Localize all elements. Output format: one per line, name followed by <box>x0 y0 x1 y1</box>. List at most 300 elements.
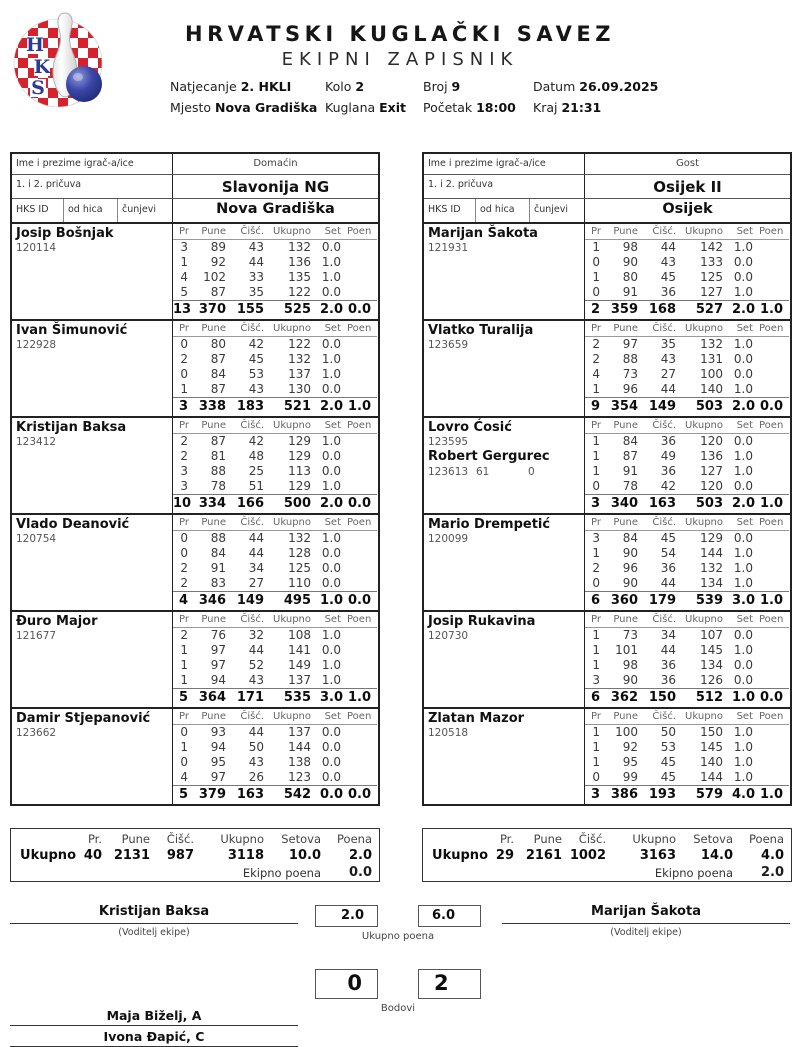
score-cell: 97 <box>210 658 226 672</box>
score-cell: 129 <box>288 449 311 463</box>
score-cell: 44 <box>660 382 676 396</box>
score-cell: 134 <box>700 576 723 590</box>
col-header: Čišć. <box>232 224 270 240</box>
player-total-cell: 542 <box>270 785 320 804</box>
player-total-cell: 1.0 <box>759 591 789 610</box>
score-cell: 53 <box>660 740 676 754</box>
score-cell: 1.0 <box>321 270 341 284</box>
col-header: Ukupno <box>270 515 320 531</box>
score-cell: 144 <box>288 740 311 754</box>
substitute-name: Robert Gergurec <box>428 449 550 464</box>
col-header: Pune <box>607 224 644 240</box>
score-cell: 81 <box>210 449 226 463</box>
player-name: Lovro Ćosić <box>428 420 512 435</box>
player-total-cell: 5 <box>173 785 195 804</box>
player-name-cell <box>424 709 585 804</box>
home-match-points-box: 0 <box>315 969 378 999</box>
totals-col-header: Setova <box>281 832 321 846</box>
score-cell: 1 <box>592 464 600 478</box>
score-cell: 98 <box>622 658 638 672</box>
player-total-cell: 2.0 <box>320 397 347 416</box>
player-total-cell: 2.0 <box>732 397 759 416</box>
info-value: 2. HKLI <box>240 79 292 94</box>
totals-col-header: Pune <box>533 832 562 846</box>
score-cell: 87 <box>622 449 638 463</box>
team-city: Osijek <box>662 201 713 217</box>
score-cell: 128 <box>288 546 311 560</box>
score-cell: 45 <box>248 352 264 366</box>
score-cell: 0.0 <box>733 479 753 493</box>
score-cell <box>759 434 789 449</box>
cunjevi-label: čunjevi <box>534 204 569 215</box>
totals-col-header: Ukupno <box>220 832 264 846</box>
logo-letter-s: S <box>31 77 45 99</box>
player-id: 122928 <box>16 339 57 351</box>
score-cell: 94 <box>210 740 226 754</box>
player-total-cell: 535 <box>270 688 320 707</box>
player-total-cell: 0.0 <box>347 300 377 319</box>
player-name-cell <box>12 418 173 513</box>
score-cell: 2 <box>180 352 188 366</box>
player-name-cell <box>424 515 585 610</box>
totals-row-label: Ukupno <box>20 848 76 863</box>
totals-col-header: Čišć. <box>578 832 606 846</box>
score-cell: 0 <box>180 755 188 769</box>
totals-value: 4.0 <box>760 848 784 863</box>
col-header: Set <box>732 709 759 725</box>
table-header-row <box>12 154 378 175</box>
info-value: 18:00 <box>476 100 516 115</box>
score-cell: 44 <box>248 643 264 657</box>
col-header: Poen <box>347 321 377 337</box>
player-total-cell: 13 <box>173 300 195 319</box>
score-cell: 1 <box>180 643 188 657</box>
col-header: Pune <box>195 418 232 434</box>
score-cell: 92 <box>622 740 638 754</box>
score-cell: 44 <box>660 576 676 590</box>
col-header: Čišć. <box>232 612 270 628</box>
player-total-cell: 3.0 <box>320 688 347 707</box>
info-broj <box>423 79 533 94</box>
info-mjesto <box>170 100 325 115</box>
info-početak <box>423 100 533 115</box>
player-id: 120099 <box>428 533 469 545</box>
score-grid <box>585 321 790 416</box>
score-cell: 0 <box>592 576 600 590</box>
score-cell: 1 <box>592 725 600 739</box>
col-header: Pr <box>585 515 607 531</box>
score-cell: 144 <box>700 770 723 784</box>
score-cell: 27 <box>660 367 676 381</box>
info-datum <box>533 79 792 94</box>
col-header: Čišć. <box>232 515 270 531</box>
info-value: Nova Gradiška <box>215 100 318 115</box>
score-cell: 137 <box>288 673 311 687</box>
score-cell: 84 <box>210 546 226 560</box>
totals-col-header: Čišć. <box>166 832 194 846</box>
federation-title: HRVATSKI KUGLAČKI SAVEZ <box>185 22 615 46</box>
player-total-cell: 579 <box>682 785 732 804</box>
score-cell <box>347 337 377 352</box>
score-cell: 88 <box>210 464 226 478</box>
player-total-cell: 179 <box>644 591 682 610</box>
score-cell: 94 <box>210 673 226 687</box>
player-total-cell: 370 <box>195 300 232 319</box>
player-name-cell <box>12 709 173 804</box>
player-id: 120730 <box>428 630 469 642</box>
score-cell: 73 <box>622 628 638 642</box>
info-value: 9 <box>451 79 461 94</box>
score-cell: 49 <box>660 449 676 463</box>
player-total-cell: 163 <box>644 494 682 513</box>
score-cell: 144 <box>700 546 723 560</box>
col-header: Pr <box>585 418 607 434</box>
col-header: Pune <box>607 515 644 531</box>
score-cell: 140 <box>700 382 723 396</box>
score-cell: 1.0 <box>321 658 341 672</box>
player-name-cell <box>12 321 173 416</box>
col-header: Čišć. <box>644 321 682 337</box>
name-column-header: Ime i prezime igrač-a/ice <box>12 154 173 174</box>
score-cell: 0.0 <box>321 382 341 396</box>
score-cell <box>759 337 789 352</box>
col-header: Set <box>320 418 347 434</box>
home-team-table <box>10 152 380 806</box>
table-header-row <box>12 175 378 199</box>
score-cell: 76 <box>210 628 226 642</box>
score-cell: 36 <box>660 285 676 299</box>
score-cell: 91 <box>622 285 638 299</box>
score-cell: 127 <box>700 464 723 478</box>
player-block <box>12 319 378 416</box>
totals-value: 2131 <box>113 848 150 863</box>
player-total-cell: 1.0 <box>347 397 377 416</box>
score-cell <box>347 643 377 658</box>
score-cell <box>759 770 789 785</box>
score-cell <box>759 479 789 494</box>
score-cell: 1.0 <box>733 449 753 463</box>
score-cell <box>347 740 377 755</box>
score-cell: 42 <box>248 337 264 351</box>
score-grid <box>173 515 378 610</box>
score-cell: 1 <box>592 755 600 769</box>
score-cell <box>347 255 377 270</box>
score-cell: 2 <box>180 628 188 642</box>
score-cell <box>759 240 789 255</box>
score-cell: 1 <box>592 449 600 463</box>
score-cell: 52 <box>248 658 264 672</box>
col-header: Čišć. <box>644 709 682 725</box>
score-cell: 101 <box>615 643 638 657</box>
score-cell: 1 <box>592 628 600 642</box>
score-cell: 0.0 <box>321 464 341 478</box>
score-cell: 0.0 <box>733 628 753 642</box>
player-id: 120754 <box>16 533 57 545</box>
table-header-row <box>424 199 790 222</box>
col-header: Čišć. <box>644 515 682 531</box>
score-cell: 42 <box>248 434 264 448</box>
player-name: Mario Drempetić <box>428 517 551 532</box>
score-cell: 134 <box>700 658 723 672</box>
score-cell: 45 <box>660 531 676 545</box>
score-cell: 44 <box>660 240 676 254</box>
score-cell: 1 <box>592 270 600 284</box>
score-cell: 1.0 <box>321 434 341 448</box>
score-cell: 43 <box>660 352 676 366</box>
score-grid <box>173 321 378 416</box>
score-cell: 1.0 <box>321 628 341 642</box>
totals-value: 2161 <box>525 848 562 863</box>
col-header: Poen <box>347 224 377 240</box>
score-cell: 43 <box>248 673 264 687</box>
totals-col-header: Pr. <box>499 832 514 846</box>
player-name: Zlatan Mazor <box>428 711 525 726</box>
score-cell: 0.0 <box>321 576 341 590</box>
score-cell: 34 <box>660 628 676 642</box>
player-total-cell: 166 <box>232 494 270 513</box>
score-cell: 92 <box>210 255 226 269</box>
score-cell: 0 <box>180 337 188 351</box>
team-points-value: 0.0 <box>348 865 372 880</box>
col-header: Čišć. <box>644 418 682 434</box>
player-id: 123659 <box>428 339 469 351</box>
score-cell: 5 <box>180 285 188 299</box>
score-cell: 1.0 <box>321 367 341 381</box>
player-total-cell: 2.0 <box>320 300 347 319</box>
totals-value: 3118 <box>227 848 264 863</box>
score-cell <box>347 531 377 546</box>
score-cell: 0.0 <box>321 285 341 299</box>
player-total-cell: 539 <box>682 591 732 610</box>
player-total-cell: 379 <box>195 785 232 804</box>
score-cell: 113 <box>288 464 311 478</box>
score-cell: 1.0 <box>733 561 753 575</box>
home-total-points-box: 2.0 <box>315 905 378 927</box>
col-header: Set <box>732 515 759 531</box>
player-id: 120114 <box>16 242 57 254</box>
score-cell: 44 <box>248 255 264 269</box>
score-cell: 122 <box>288 337 311 351</box>
score-cell: 50 <box>248 740 264 754</box>
player-block <box>424 222 790 319</box>
score-grid <box>585 515 790 610</box>
col-header: Ukupno <box>270 321 320 337</box>
score-cell: 1.0 <box>321 352 341 366</box>
score-cell: 0 <box>592 770 600 784</box>
score-cell: 44 <box>248 531 264 545</box>
col-header: Poen <box>759 418 789 434</box>
player-total-cell: 4.0 <box>732 785 759 804</box>
player-id: 123412 <box>16 436 57 448</box>
player-total-cell: 338 <box>195 397 232 416</box>
score-cell <box>347 434 377 449</box>
score-cell: 80 <box>622 270 638 284</box>
player-total-cell: 340 <box>607 494 644 513</box>
cunjevi-label: čunjevi <box>122 204 157 215</box>
player-total-cell: 0.0 <box>347 494 377 513</box>
score-cell: 130 <box>288 382 311 396</box>
score-cell: 83 <box>210 576 226 590</box>
score-cell: 1.0 <box>733 546 753 560</box>
score-cell: 100 <box>700 367 723 381</box>
score-cell: 0.0 <box>321 449 341 463</box>
col-header: Pr <box>173 709 195 725</box>
col-header: Pune <box>607 321 644 337</box>
col-header: Poen <box>759 515 789 531</box>
total-points-label: Ukupno poena <box>361 931 435 942</box>
player-total-cell: 163 <box>232 785 270 804</box>
score-cell: 1.0 <box>321 673 341 687</box>
player-total-cell: 1.0 <box>320 591 347 610</box>
col-header: Ukupno <box>270 418 320 434</box>
guest-totals-box <box>422 828 792 882</box>
score-cell: 36 <box>660 658 676 672</box>
score-cell: 1.0 <box>733 285 753 299</box>
player-total-cell: 0.0 <box>759 397 789 416</box>
table-header-row <box>12 199 378 222</box>
score-cell <box>347 725 377 740</box>
col-header: Čišć. <box>644 224 682 240</box>
score-cell: 1 <box>592 382 600 396</box>
score-cell: 34 <box>248 561 264 575</box>
score-cell: 125 <box>700 270 723 284</box>
player-total-cell: 2 <box>585 300 607 319</box>
info-kolo <box>325 79 423 94</box>
score-cell: 1 <box>180 673 188 687</box>
score-cell: 1.0 <box>733 240 753 254</box>
match-points-label: Bodovi <box>380 1003 416 1014</box>
hks-logo <box>8 6 114 120</box>
score-cell <box>759 643 789 658</box>
player-total-cell: 1.0 <box>347 688 377 707</box>
score-cell: 1.0 <box>733 755 753 769</box>
score-cell: 127 <box>700 285 723 299</box>
player-name: Ivan Šimunović <box>16 323 128 338</box>
col-header: Pr <box>173 418 195 434</box>
score-cell: 138 <box>288 755 311 769</box>
score-cell: 137 <box>288 725 311 739</box>
score-cell: 1.0 <box>321 479 341 493</box>
score-cell: 78 <box>210 479 226 493</box>
player-name: Kristijan Baksa <box>16 420 127 435</box>
player-total-cell: 0.0 <box>759 688 789 707</box>
score-cell: 107 <box>700 628 723 642</box>
score-cell: 32 <box>248 628 264 642</box>
score-cell: 0.0 <box>733 352 753 366</box>
col-header: Pune <box>195 709 232 725</box>
player-name: Josip Rukavina <box>428 614 536 629</box>
score-cell: 45 <box>660 755 676 769</box>
score-cell: 0 <box>592 285 600 299</box>
score-cell: 120 <box>700 479 723 493</box>
score-cell: 0.0 <box>321 546 341 560</box>
guest-captain-signature <box>502 904 790 938</box>
score-cell: 87 <box>210 352 226 366</box>
score-cell: 2 <box>180 449 188 463</box>
score-cell: 0.0 <box>321 725 341 739</box>
score-cell: 1 <box>180 382 188 396</box>
home-totals-box <box>10 828 380 882</box>
player-total-cell: 359 <box>607 300 644 319</box>
team-points-label: Ekipno poena <box>654 866 733 880</box>
player-name-cell <box>424 418 585 513</box>
player-total-cell: 3.0 <box>732 591 759 610</box>
score-cell: 98 <box>622 240 638 254</box>
totals-value: 40 <box>83 848 102 863</box>
score-cell: 4 <box>180 270 188 284</box>
player-total-cell: 0.0 <box>347 591 377 610</box>
score-cell: 1 <box>592 740 600 754</box>
col-header: Pune <box>195 612 232 628</box>
score-cell <box>347 352 377 367</box>
table-header-row <box>424 154 790 175</box>
score-cell: 4 <box>180 770 188 784</box>
score-cell: 88 <box>210 531 226 545</box>
score-cell: 141 <box>288 643 311 657</box>
info-label: Natjecanje <box>170 79 237 94</box>
player-total-cell: 2.0 <box>732 494 759 513</box>
score-cell: 0.0 <box>321 240 341 254</box>
score-cell: 35 <box>660 337 676 351</box>
player-name-cell <box>12 224 173 319</box>
score-cell: 142 <box>700 240 723 254</box>
totals-spacer <box>423 832 493 847</box>
score-cell: 1.0 <box>733 643 753 657</box>
score-cell <box>347 576 377 591</box>
home-captain-name: Kristijan Baksa <box>10 904 298 924</box>
col-header: Pune <box>607 418 644 434</box>
score-cell: 53 <box>248 367 264 381</box>
score-cell: 0.0 <box>321 643 341 657</box>
score-cell: 126 <box>700 673 723 687</box>
player-total-cell: 149 <box>232 591 270 610</box>
col-header: Poen <box>347 612 377 628</box>
score-cell: 1 <box>592 240 600 254</box>
player-id: 123662 <box>16 727 57 739</box>
score-cell <box>759 576 789 591</box>
score-cell: 84 <box>210 367 226 381</box>
col-header: Poen <box>347 709 377 725</box>
score-cell: 87 <box>210 382 226 396</box>
official-name: Maja Biželj, A <box>10 1008 298 1026</box>
player-name: Josip Bošnjak <box>16 226 114 241</box>
score-cell: 44 <box>660 643 676 657</box>
score-cell: 0.0 <box>733 255 753 269</box>
team-city: Nova Gradiška <box>216 201 335 217</box>
col-header: Ukupno <box>270 612 320 628</box>
team-tables <box>10 152 792 808</box>
score-cell: 0 <box>180 531 188 545</box>
score-cell: 140 <box>700 755 723 769</box>
player-total-cell: 512 <box>682 688 732 707</box>
col-header: Poen <box>759 224 789 240</box>
totals-col-header: Setova <box>693 832 733 846</box>
player-block <box>424 707 790 804</box>
table-header-row <box>424 175 790 199</box>
player-total-cell: 155 <box>232 300 270 319</box>
info-kraj <box>533 100 792 115</box>
col-header: Pune <box>607 709 644 725</box>
score-cell: 0.0 <box>733 434 753 448</box>
player-total-cell: 1.0 <box>759 300 789 319</box>
substitute-id: 123613 <box>428 466 469 478</box>
score-cell: 43 <box>248 240 264 254</box>
logo-letter-k: K <box>33 56 51 78</box>
score-cell: 91 <box>622 464 638 478</box>
player-total-cell: 1.0 <box>732 688 759 707</box>
totals-value: 3163 <box>639 848 676 863</box>
player-total-cell: 354 <box>607 397 644 416</box>
